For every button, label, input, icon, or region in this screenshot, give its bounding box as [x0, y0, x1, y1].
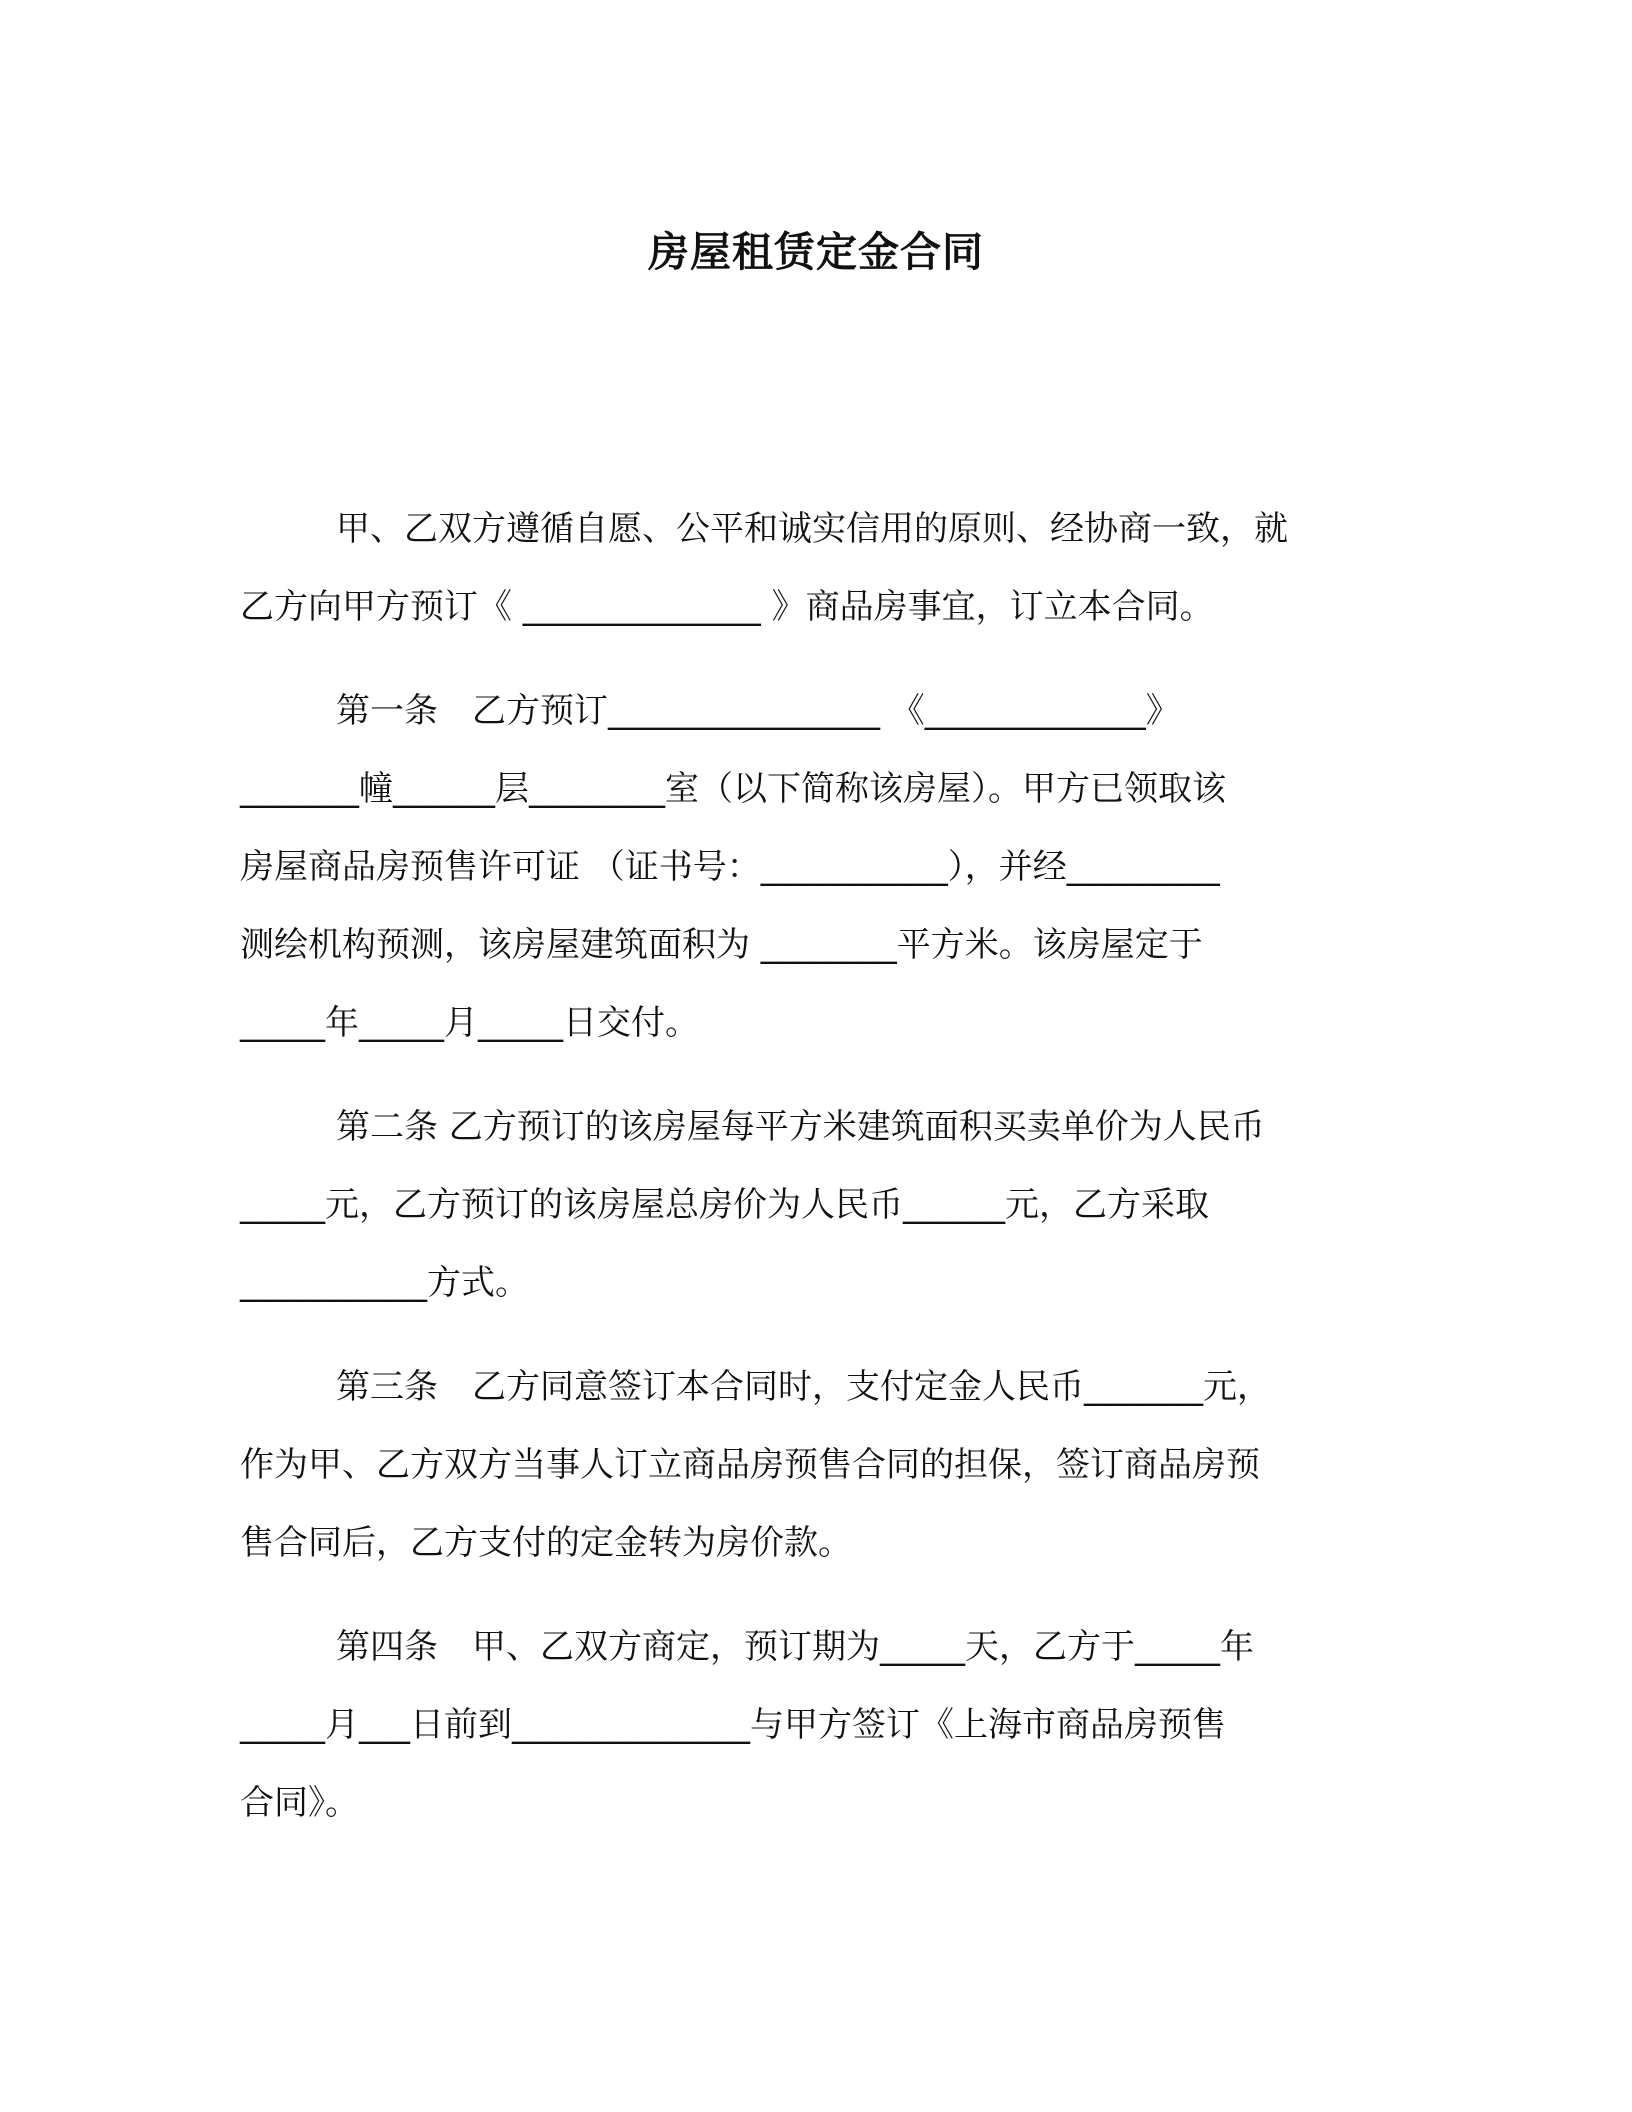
text-line: 第三条 乙方同意签订本合同时，支付定金人民币_______元， — [336, 1367, 1271, 1407]
text-line: 合同》。 — [240, 1783, 359, 1823]
text-line: 测绘机构预测，该房屋建筑面积为 ________平方米。该房屋定于 — [240, 925, 1203, 965]
article-1-paragraph — [240, 672, 1390, 1062]
text-line: 售合同后，乙方支付的定金转为房价款。 — [240, 1523, 852, 1563]
text-line: ___________方式。 — [240, 1263, 529, 1303]
document-title: 房屋租赁定金合同 — [648, 228, 984, 276]
document-body — [240, 490, 1390, 1868]
text-line: _____年_____月_____日交付。 — [240, 1003, 699, 1043]
text-line: 第一条 乙方预订________________ 《_____________》 — [336, 691, 1180, 731]
text-line: 作为甲、乙方双方当事人订立商品房预售合同的担保，签订商品房预 — [240, 1445, 1260, 1485]
article-3-paragraph — [240, 1348, 1390, 1582]
preamble-paragraph — [240, 490, 1390, 646]
text-line: 房屋商品房预售许可证 （证书号：___________），并经_________ — [240, 847, 1220, 887]
text-line: _____元，乙方预订的该房屋总房价为人民币______元，乙方采取 — [240, 1185, 1209, 1225]
text-line: 第四条 甲、乙双方商定，预订期为_____天，乙方于_____年 — [336, 1627, 1254, 1667]
text-line: 甲、乙双方遵循自愿、公平和诚实信用的原则、经协商一致，就 — [336, 509, 1288, 549]
article-4-paragraph — [240, 1608, 1390, 1842]
text-line: 乙方向甲方预订《 ______________ 》商品房事宜，订立本合同。 — [240, 587, 1214, 627]
text-line: _______幢______层________室（以下简称该房屋）。甲方已领取该 — [240, 769, 1226, 809]
article-2-paragraph — [240, 1088, 1390, 1322]
text-line: 第二条 乙方预订的该房屋每平方米建筑面积买卖单价为人民币 — [336, 1107, 1265, 1147]
text-line: _____月___日前到______________与甲方签订《上海市商品房预售 — [240, 1705, 1226, 1745]
